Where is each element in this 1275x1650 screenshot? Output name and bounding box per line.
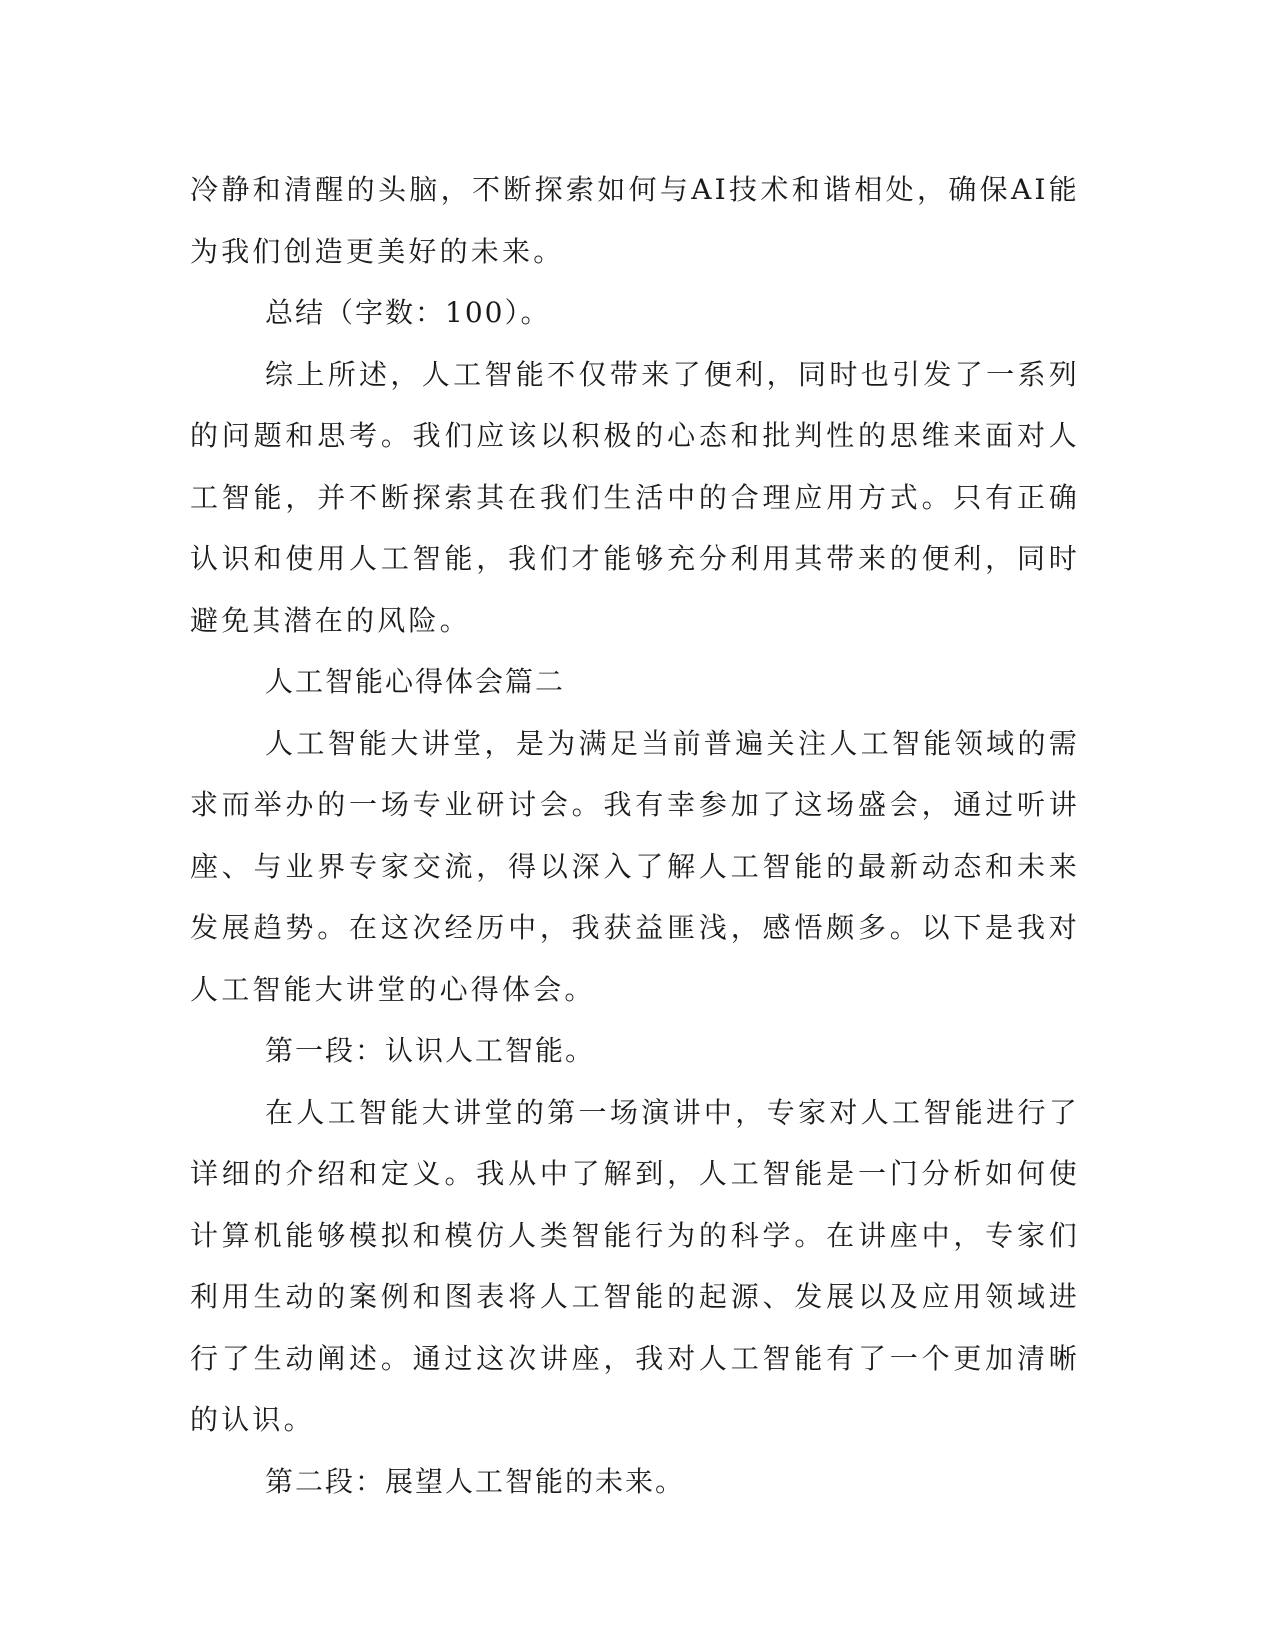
section-title-part-two: 人工智能心得体会篇二 (265, 665, 566, 698)
section-1-paragraph: 在人工智能大讲堂的第一场演讲中，专家对人工智能进行了详细的介绍和定义。我从中了解到，人工智能是一门分析如何使计算机能够模拟和模仿人类智能行为的科学。在讲座中，专家们利用生动的案例和图表将人工智能的起源、发展以及应用领域进行了生动阐述。通过这次讲座，我对人工智能有了一个更加清晰的认识。 (190, 1095, 1080, 1436)
intro-paragraph: 人工智能大讲堂，是为满足当前普遍关注人工智能领域的需求而举办的一场专业研讨会。我有幸参加了这场盛会，通过听讲座、与业界专家交流，得以深入了解人工智能的最新动态和未来发展趋势。在这次经历中，我获益匪浅，感悟颇多。以下是我对人工智能大讲堂的心得体会。 (190, 726, 1080, 1006)
document-body (190, 159, 1080, 1512)
section-heading-1: 第一段：认识人工智能。 (265, 1034, 596, 1067)
summary-heading: 总结（字数：100）。 (265, 296, 551, 329)
paragraph-continuation: 冷静和清醒的头脑，不断探索如何与AI技术和谐相处，确保AI能为我们创造更美好的未来。 (190, 173, 1080, 268)
section-heading-2: 第二段：展望人工智能的未来。 (265, 1464, 686, 1498)
summary-paragraph: 综上所述，人工智能不仅带来了便利，同时也引发了一系列的问题和思考。我们应该以积极的心态和批判性的思维来面对人工智能，并不断探索其在我们生活中的合理应用方式。只有正确认识和使用人工智能，我们才能够充分利用其带来的便利，同时避免其潜在的风险。 (190, 357, 1080, 637)
